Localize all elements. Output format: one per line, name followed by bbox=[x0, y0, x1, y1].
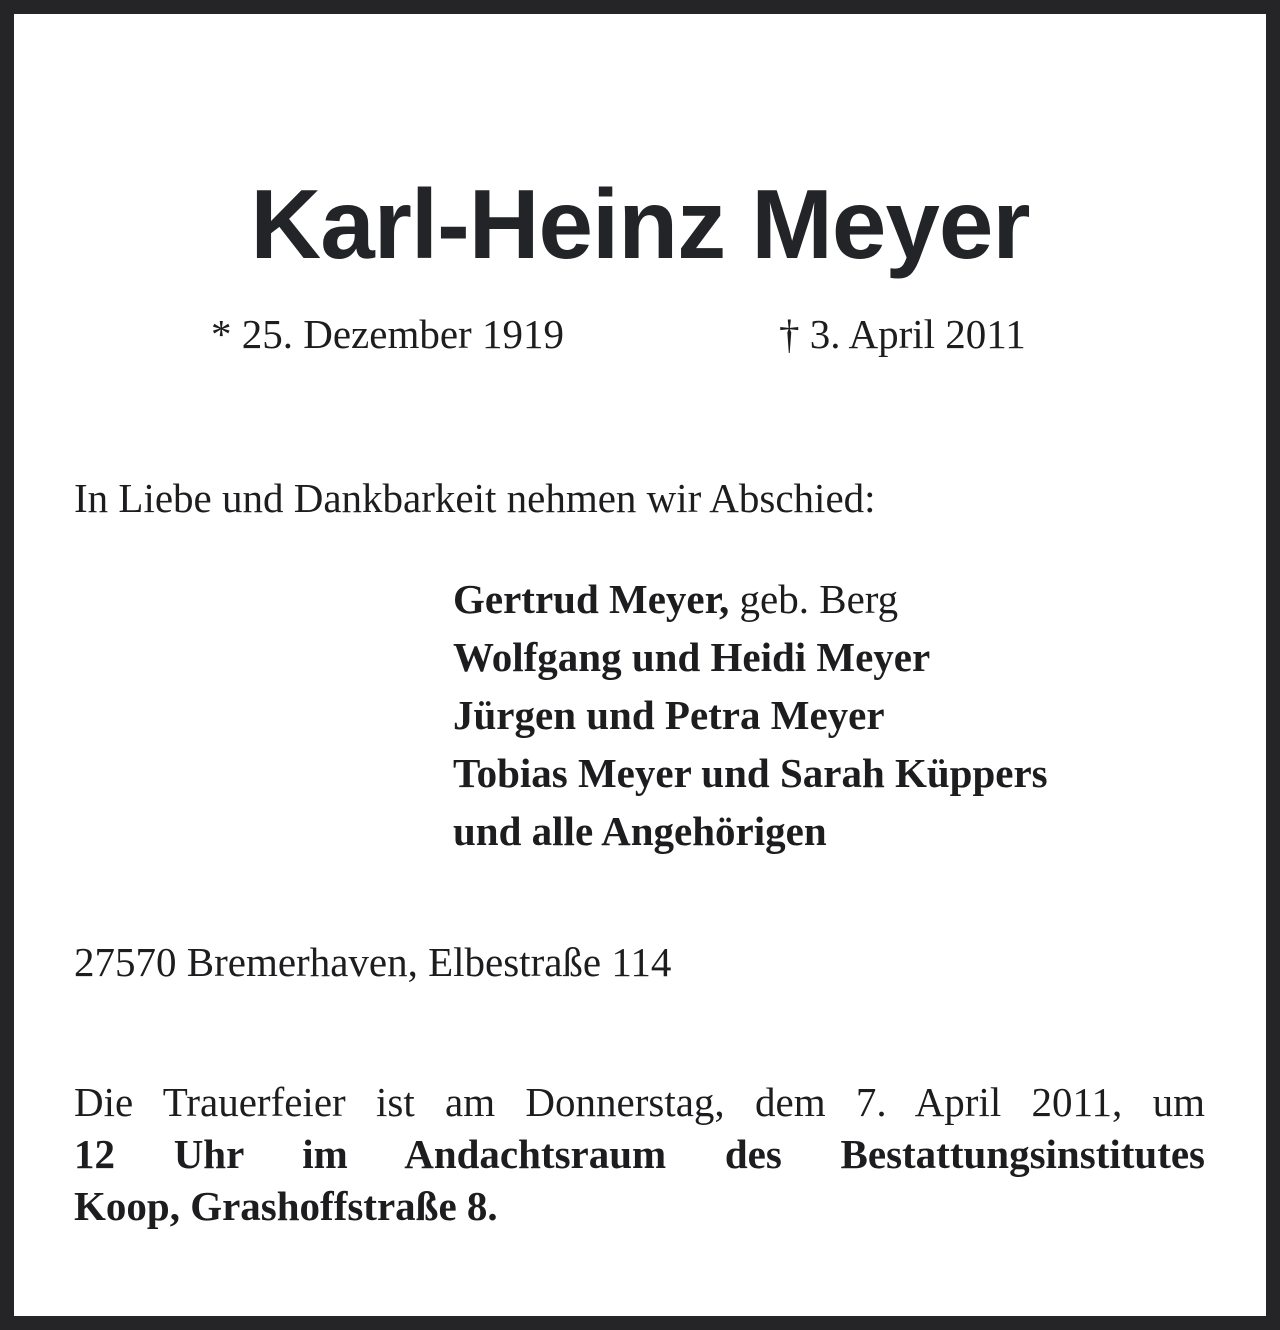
service-line: Koop, Grashoffstraße 8. bbox=[74, 1183, 498, 1229]
service-line: Die Trauerfeier ist am Donnerstag, dem 7. April 2011, um bbox=[74, 1079, 1205, 1125]
farewell-intro: In Liebe und Dankbarkeit nehmen wir Abschied: bbox=[74, 475, 876, 521]
mourner-name: Gertrud Meyer, bbox=[453, 576, 730, 622]
family-address: 27570 Bremerhaven, Elbestraße 114 bbox=[74, 939, 672, 985]
mourner-line: Tobias Meyer und Sarah Küppers bbox=[453, 750, 1048, 796]
birth-date: * 25. Dezember 1919 bbox=[211, 311, 564, 357]
service-line: 12 Uhr im Andachtsraum des Bestattungsinstitutes bbox=[74, 1131, 1205, 1177]
death-date: † 3. April 2011 bbox=[779, 311, 1026, 357]
maiden-name: geb. Berg bbox=[729, 576, 899, 622]
mourner-line: und alle Angehörigen bbox=[453, 808, 827, 854]
mourner-line bbox=[453, 570, 1048, 628]
mourner-line: Jürgen und Petra Meyer bbox=[453, 692, 885, 738]
funeral-service-info bbox=[74, 1076, 1205, 1232]
deceased-name: Karl-Heinz Meyer bbox=[250, 169, 1030, 279]
mourners-list bbox=[453, 570, 1048, 860]
mourner-line: Wolfgang und Heidi Meyer bbox=[453, 634, 931, 680]
